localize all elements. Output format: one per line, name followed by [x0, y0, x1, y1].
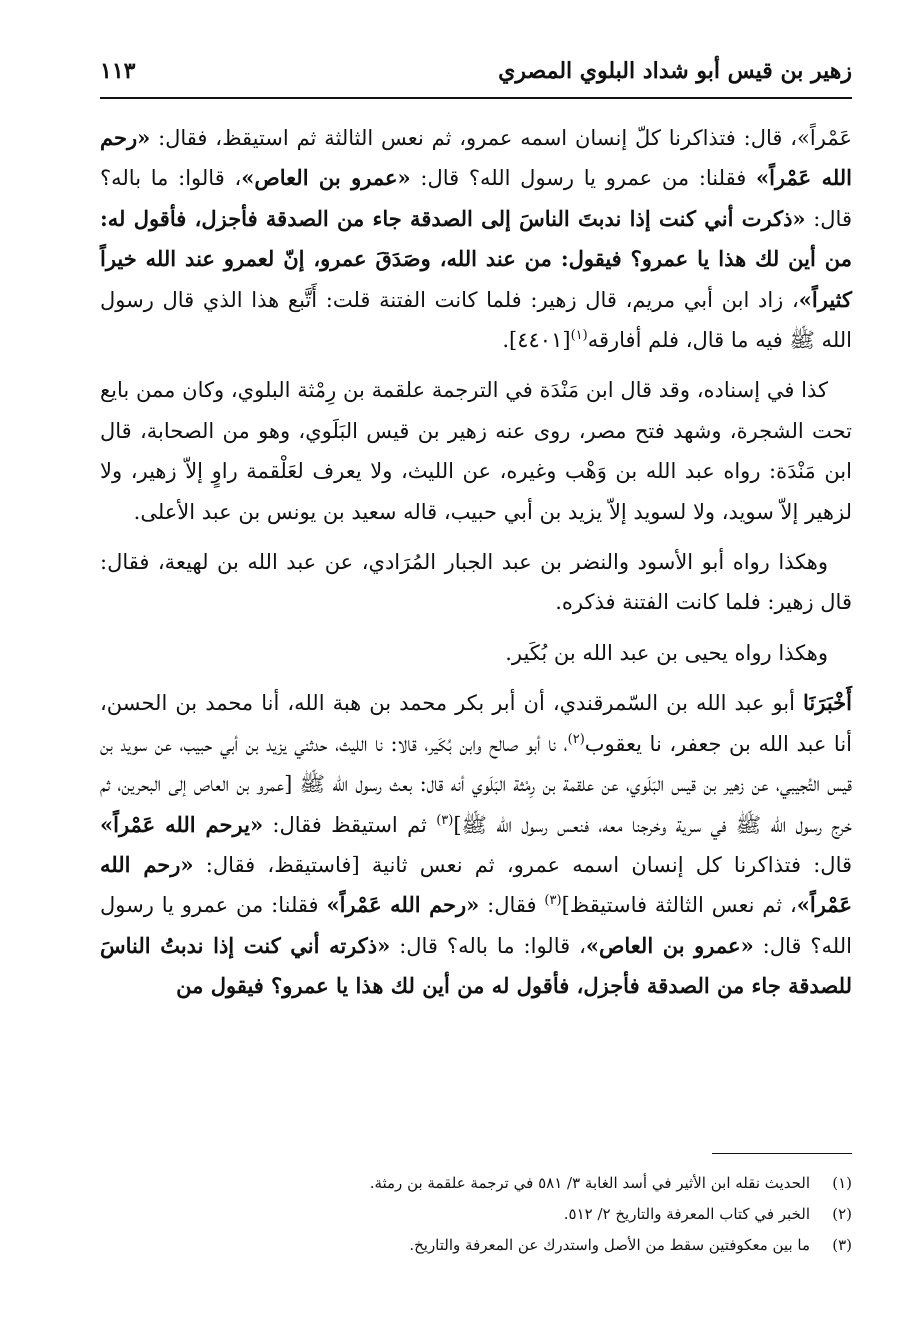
text-run: ثم استيقظ فقال: — [263, 812, 437, 837]
footnote-number: (١) — [832, 1174, 852, 1192]
bold-quote: «ذكرت أني كنت إذا ندبتَ الناسَ إلى الصدقة جاء من الصدقة فأجزل، فأقول له: من أين لك هذا يا عمرو؟ فيقول: من عند الله، وصَدَقَ عمرو، إنّ لعمرو عند الله خيراً كثيراً» — [100, 205, 852, 312]
paragraph-1 — [100, 118, 852, 360]
header-rule — [100, 97, 852, 99]
footnote-ref-2: (٢) — [567, 731, 585, 747]
footnote-ref-1: (١) — [570, 328, 588, 344]
text-run: فقال: — [479, 893, 545, 918]
text-run: ، قالوا: ما باله؟ قال: — [100, 166, 852, 231]
text-run: ، قالوا: ما باله؟ قال: — [390, 933, 586, 958]
paragraph-4: وهكذا رواه يحيى بن عبد الله بن بُكَير. — [505, 640, 828, 665]
footnote-text: الحديث نقله ابن الأثير في أسد الغابة ٣/ ٥٨١ في ترجمة علقمة بن رمثة. — [369, 1174, 810, 1192]
akhbarana-keyword: أَخْبَرَنَا — [803, 690, 852, 716]
running-header — [100, 56, 852, 96]
footnote-number: (٢) — [832, 1205, 852, 1223]
footnotes — [100, 1168, 852, 1261]
main-text — [100, 118, 852, 1017]
bold-quote: «رحم الله عَمْراً» — [100, 125, 853, 191]
running-header-title: زهير بن قيس أبو شداد البلوي المصري — [498, 58, 852, 84]
bold-quote: «رحم الله عَمْراً» — [100, 851, 852, 918]
paragraph-5 — [100, 683, 852, 1006]
page-number: ١١٣ — [100, 58, 136, 84]
text-run: فقلنا: من عمرو يا رسول الله؟ قال: — [410, 166, 756, 191]
footnote-number: (٣) — [832, 1236, 852, 1254]
text-run: فقلنا: من عمرو يا رسول الله؟ قال: — [100, 893, 852, 958]
paragraph-3: وهكذا رواه أبو الأسود والنضر بن عبد الجبار المُرَادي، عن عبد الله بن لهيعة، فقال: قال زهير: فلما كانت الفتنة فذكره. — [100, 550, 852, 615]
footnote-text: الخبر في كتاب المعرفة والتاريخ ٢/ ٥١٢. — [563, 1205, 810, 1223]
bold-quote: «رحم الله عَمْراً» — [326, 892, 480, 918]
paragraph-2: كذا في إسناده، وقد قال ابن مَنْدَة في الترجمة علقمة بن رِمْثة البلوي، وكان ممن بايع تحت الشجرة، وشهد فتح مصر، روى عنه زهير بن قيس البَلَوي، وهو من الصحابة، قال ابن مَنْدَة: رواه عبد الله بن وَهْب وغيره، عن الليث، ولا يعرف لعَلْقمة راوٍ إلاّ زهير، ولا لزهير إلاّ سويد، ولا لسويد إلاّ يزيد بن أبي حبيب، قاله سعيد بن يونس بن عبد الأعلى. — [100, 378, 852, 524]
text-run: ، ثم نعس الثالثة فاستيقظ] — [561, 893, 797, 918]
bold-quote: «يرحم الله عَمْراً» — [100, 811, 264, 837]
footnote-ref-3: (٣) — [544, 893, 562, 909]
footnote-ref-3: (٣) — [436, 812, 454, 828]
text-run: ، نا أبو صالح وابن بُكَير، قالا: نا الليث، حدثني يزيد بن أبي حبيب، عن سويد بن قيس التُجيبي، عن زهير بن قيس البَلَوي، عن علقمة بن رِمْثة البَلَوي أنه قال: بعث رسول الله ﷺ [عمرو بن العاص إلى البحرين، ثم خرج رسول الله ﷺ في سرية وخرجنا معه، فنعس رسول الله ﷺ] — [100, 731, 852, 837]
bold-quote: «عمرو بن العاص» — [585, 932, 754, 958]
text-run: أبو عبد الله بن السّمرقندي، أن أبر بكر محمد بن هبة الله، أنا محمد بن الحسن، أنا عبد الله بن جعفر، نا يعقوب — [100, 691, 852, 756]
footnote-separator — [712, 1153, 852, 1154]
footnote-1 — [100, 1168, 852, 1199]
text-run: [٤٤٠١]. — [502, 328, 571, 353]
footnote-text: ما بين معكوفتين سقط من الأصل واستدرك عن المعرفة والتاريخ. — [409, 1236, 810, 1254]
footnote-3 — [100, 1230, 852, 1261]
text-run: عَمْراً»، قال: فتذاكرنا كلّ إنسان اسمه عمرو، ثم نعس الثالثة ثم استيقظ، فقال: — [150, 126, 852, 150]
bold-quote: «عمرو بن العاص» — [241, 165, 411, 191]
footnote-2 — [100, 1199, 852, 1230]
text-run: قال: فتذاكرنا كل إنسان اسمه عمرو، ثم نعس ثانية [فاستيقظ، فقال: — [193, 852, 852, 877]
text-run: ، زاد ابن أبي مريم، قال زهير: فلما كانت الفتنة قلت: أَتَّبع هذا الذي قال رسول الله ﷺ فيه ما قال، فلم أفارقه — [100, 287, 852, 353]
bold-quote: «ذكرته أني كنت إذا ندبتُ الناسَ للصدقة جاء من الصدقة فأجزل، فأقول له من أين لك هذا يا عمرو؟ فيقول من — [100, 932, 852, 999]
